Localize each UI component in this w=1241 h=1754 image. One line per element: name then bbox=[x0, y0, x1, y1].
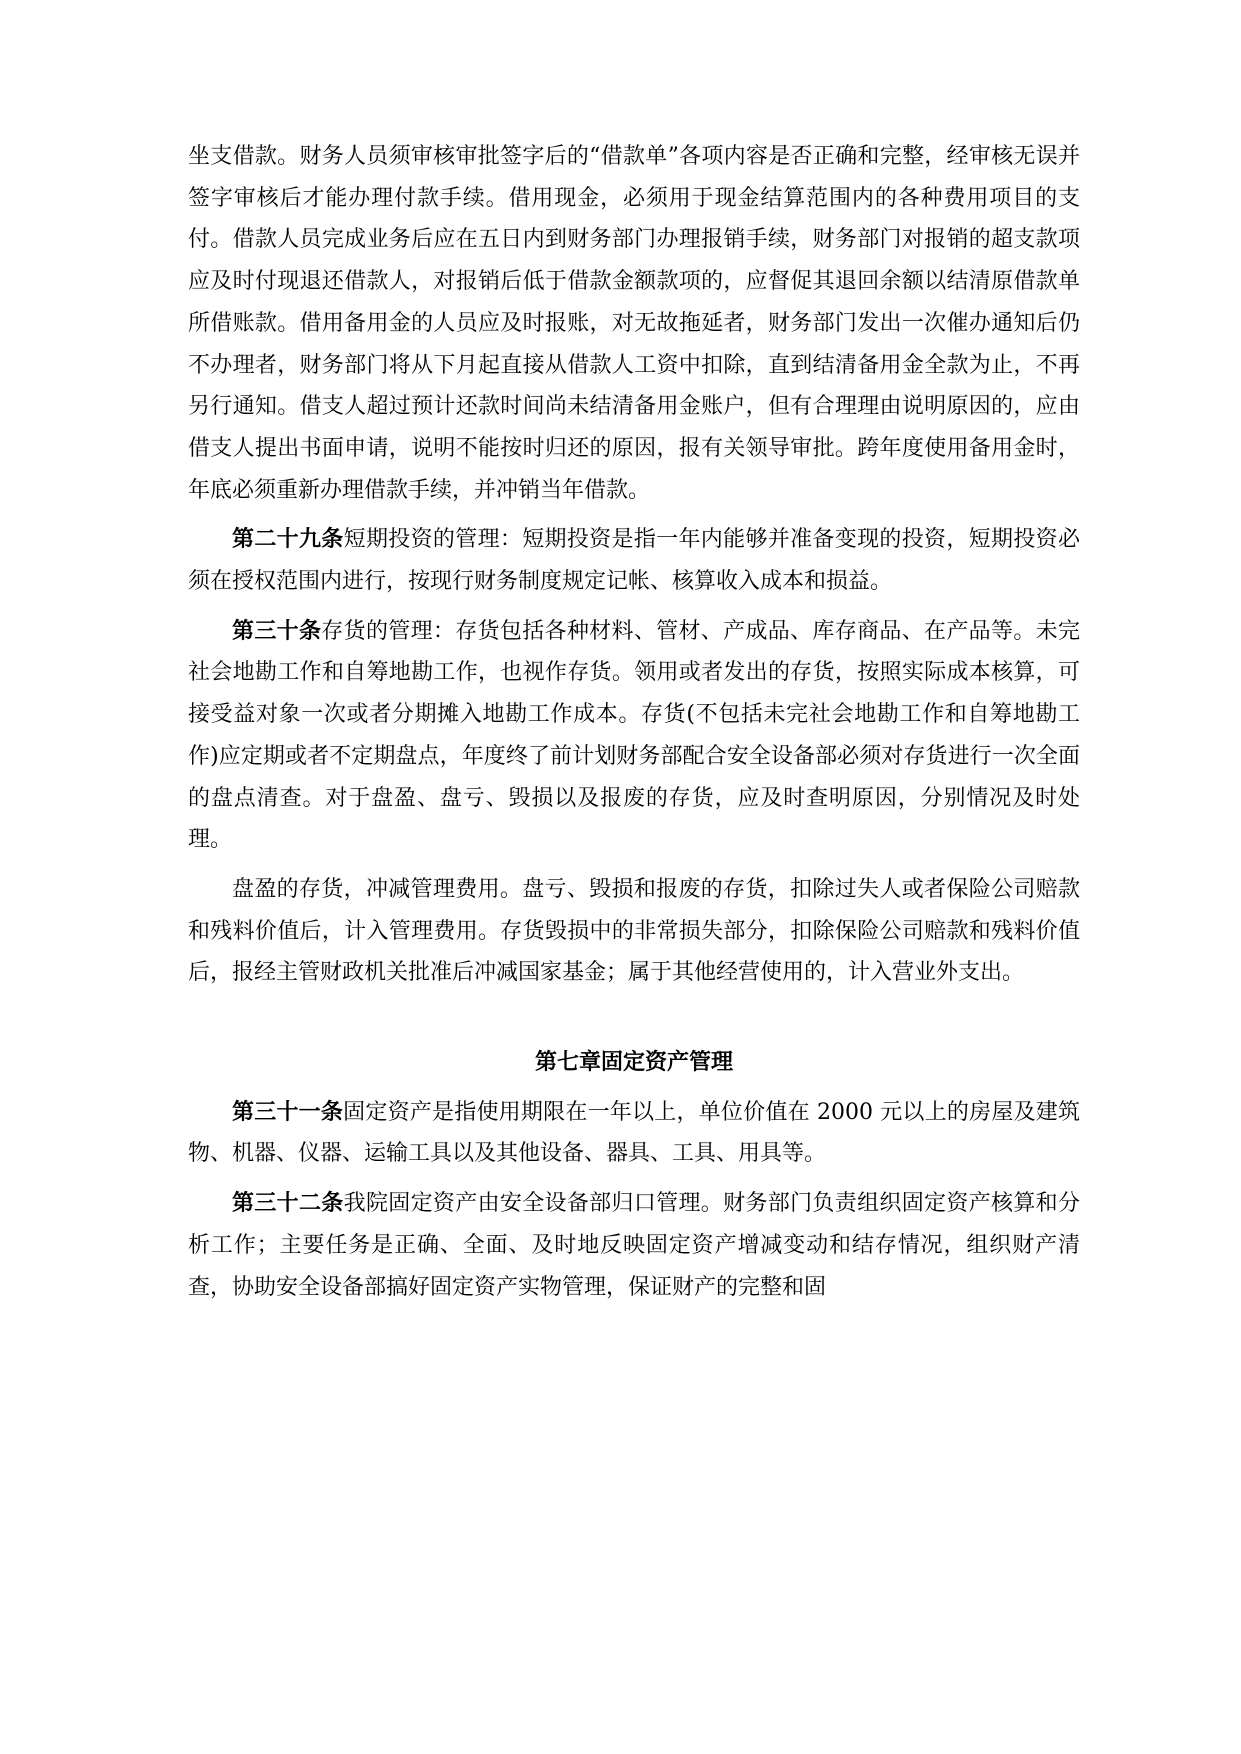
article-29 bbox=[188, 519, 1080, 602]
chapter-title: 第七章固定资产管理 bbox=[534, 1049, 733, 1076]
paragraph-inventory-handling bbox=[188, 869, 1080, 994]
paragraph-loan-rules bbox=[188, 136, 1080, 511]
article-number: 第三十一条 bbox=[232, 1098, 344, 1125]
document-body bbox=[188, 136, 1080, 1316]
article-text: 固定资产是指使用期限在一年以上，单位价值在 2000 元以上的房屋及建筑物、机器、仪器、运输工具以及其他设备、器具、工具、用具等。 bbox=[188, 1099, 1080, 1167]
article-text: 我院固定资产由安全设备部归口管理。财务部门负责组织固定资产核算和分析工作；主要任务是正确、全面、及时地反映固定资产增减变动和结存情况，组织财产清查，协助安全设备部搞好固定资产实物管理，保证财产的完整和固 bbox=[188, 1191, 1080, 1300]
article-text: 存货的管理：存货包括各种材料、管材、产成品、库存商品、在产品等。未完社会地勘工作和自筹地勘工作，也视作存货。领用或者发出的存货，按照实际成本核算，可接受益对象一次或者分期摊入地勘工作成本。存货(不包括未完社会地勘工作和自筹地勘工作)应定期或者不定期盘点，年度终了前计划财务部配合安全设备部必须对存货进行一次全面的盘点清查。对于盘盈、盘亏、毁损以及报废的存货，应及时查明原因，分别情况及时处理。 bbox=[188, 618, 1080, 853]
article-31 bbox=[188, 1092, 1080, 1175]
article-30 bbox=[188, 611, 1080, 861]
article-32 bbox=[188, 1183, 1080, 1308]
paragraph-text: 盘盈的存货，冲减管理费用。盘亏、毁损和报废的存货，扣除过失人或者保险公司赔款和残料价值后，计入管理费用。存货毁损中的非常损失部分，扣除保险公司赔款和残料价值后，报经主管财政机关批准后冲减国家基金；属于其他经营使用的，计入营业外支出。 bbox=[188, 876, 1080, 986]
article-text: 短期投资的管理：短期投资是指一年内能够并准备变现的投资，短期投资必须在授权范围内进行，按现行财务制度规定记帐、核算收入成本和损益。 bbox=[188, 527, 1080, 595]
paragraph-text: 坐支借款。财务人员须审核审批签字后的“借款单”各项内容是否正确和完整，经审核无误并签字审核后才能办理付款手续。借用现金，必须用于现金结算范围内的各种费用项目的支付。借款人员完成业务后应在五日内到财务部门办理报销手续，财务部门对报销的超支款项应及时付现退还借款人，对报销后低于借款金额款项的，应督促其退回余额以结清原借款单所借账款。借用备用金的人员应及时报账，对无故拖延者，财务部门发出一次催办通知后仍不办理者，财务部门将从下月起直接从借款人工资中扣除，直到结清备用金全款为止，不再另行通知。借支人超过预计还款时间尚未结清备用金账户，但有合理理由说明原因的，应由借支人提出书面申请，说明不能按时归还的原因，报有关领导审批。跨年度使用备用金时，年底必须重新办理借款手续，并冲销当年借款。 bbox=[188, 144, 1080, 503]
article-number: 第三十二条 bbox=[232, 1190, 344, 1217]
article-number: 第三十条 bbox=[232, 617, 322, 644]
article-number: 第二十九条 bbox=[232, 526, 344, 553]
